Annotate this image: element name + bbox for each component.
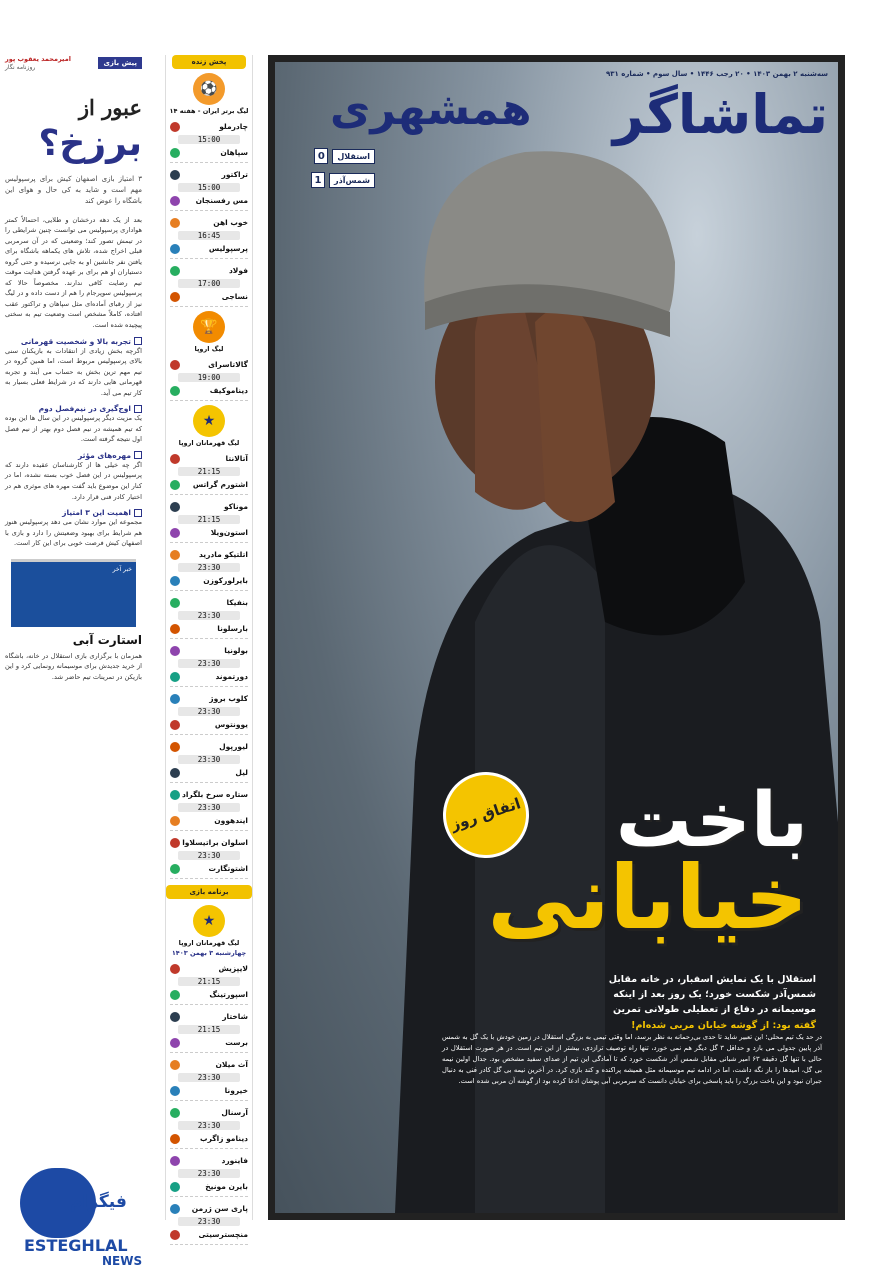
issue-date: سه‌شنبه ۲ بهمن ۱۴۰۳ • ۲۰ رجب ۱۴۴۶ • سال سوم • شماره ۹۳۱ xyxy=(605,70,828,78)
away-team: پرسپولیس xyxy=(170,242,248,255)
match-row xyxy=(170,120,248,163)
home-team: فولاد xyxy=(170,264,248,277)
away-team: ایندهوون xyxy=(170,814,248,827)
away-team: منچسترسیتی xyxy=(170,1228,248,1241)
news-photo xyxy=(11,559,136,627)
team-badge-icon xyxy=(170,646,180,656)
home-team: آتالانتا xyxy=(170,452,248,465)
watermark-logo: فیگرام ESTEGHLAL NEWS xyxy=(12,1168,142,1268)
checkbox-icon xyxy=(134,337,142,345)
article-body: بعد از یک دهه درخشان و طلایی، احتمالاً کمتر هواداری پرسپولیس می توانست چنین شرایطی را در تیمش تصور کند؛ وضعیتی که در آن سرمربی قبلی اخراج شده، تلاش های یکماهه باشگاه برای یافتن نفر جانشین او به جایی نرسیده و حتی گروه دستیاران او هم برای بر عهده گرفتن هدایت موقت تیم رضایت کافی ندارند. مخصوصاً حالا که پرسپولیس سوپرجام را هم از دست داده و در لیگ نیز از رقبای آماده‌ای مثل سپاهان و تراکتور عقب افتاده، کاملاً مشخص است وضعیت تیم به سختی پیچیده شده است. xyxy=(5,215,142,329)
match-row xyxy=(170,1010,248,1053)
team-badge-icon xyxy=(170,292,180,302)
cover-photo xyxy=(268,55,845,1220)
subhead-4: اهمیت این ۳ امتیاز xyxy=(5,508,142,517)
team-badge-icon xyxy=(170,1230,180,1240)
match-time: 16:45 xyxy=(178,231,240,240)
team-badge-icon xyxy=(170,480,180,490)
match-row xyxy=(170,1154,248,1197)
home-team: آث میلان xyxy=(170,1058,248,1071)
team-badge-icon xyxy=(170,864,180,874)
match-row xyxy=(170,216,248,259)
subhead-3: مهره‌های مؤثر xyxy=(5,451,142,460)
headline-line-2: خیابانی xyxy=(487,846,808,949)
team-badge-icon xyxy=(170,720,180,730)
away-team: دورتموند xyxy=(170,670,248,683)
home-team: گالاتاسرای xyxy=(170,358,248,371)
match-time: 23:30 xyxy=(178,1073,240,1082)
scoreboard xyxy=(295,148,375,228)
match-time: 17:00 xyxy=(178,279,240,288)
away-team: خیرونا xyxy=(170,1084,248,1097)
match-time: 23:30 xyxy=(178,1169,240,1178)
news-title: استارت آبی xyxy=(72,632,142,647)
team-badge-icon xyxy=(170,454,180,464)
team-badge-icon xyxy=(170,170,180,180)
team-badge-icon xyxy=(170,1060,180,1070)
league-logo-icon: ⚽ xyxy=(193,73,225,105)
away-team: بایرن مونیخ xyxy=(170,1180,248,1193)
home-team: پاری سن ژرمن xyxy=(170,1202,248,1215)
team-badge-icon xyxy=(170,196,180,206)
team-badge-icon xyxy=(170,1134,180,1144)
away-team: سپاهان xyxy=(170,146,248,159)
team-badge-icon xyxy=(170,694,180,704)
away-team: دینامو زاگرب xyxy=(170,1132,248,1145)
team-badge-icon xyxy=(170,148,180,158)
live-header: پخش زنده xyxy=(172,55,246,69)
away-team: مس رفسنجان xyxy=(170,194,248,207)
match-time: 15:00 xyxy=(178,135,240,144)
match-row xyxy=(170,692,248,735)
team-badge-icon xyxy=(170,386,180,396)
paragraph-2: یک مزیت دیگر پرسپولیس در این سال ها این بوده که تیم همیشه در نیم فصل دوم بهتر از نیم فصل اول نتیجه گرفته است. xyxy=(5,414,142,444)
team-badge-icon xyxy=(170,1038,180,1048)
paragraph-4: مجموعه این موارد نشان می دهد پرسپولیس هنوز هم شرایط برای بهبود وضعیتش را دارد و بازی با اصفهان کیش فرصت خوبی برای این کار است. xyxy=(5,518,142,548)
away-team: اشتوتگارت xyxy=(170,862,248,875)
match-time: 23:30 xyxy=(178,1217,240,1226)
subhead-2: اوج‌گیری در نیم‌فصل دوم xyxy=(5,404,142,413)
editorial-column xyxy=(5,55,142,1220)
checkbox-icon xyxy=(134,509,142,517)
home-team: اسلوان براتیسلاوا xyxy=(170,836,248,849)
competition-ucl: ★ لیگ قهرمانان اروپا xyxy=(166,405,252,447)
match-row xyxy=(170,548,248,591)
home-team: ستاره سرخ بلگراد xyxy=(170,788,248,801)
masthead xyxy=(285,70,828,186)
home-team: تراکتور xyxy=(170,168,248,181)
match-row xyxy=(170,788,248,831)
author-name: امیرمحمد یعقوب پور xyxy=(5,55,71,63)
team-badge-icon xyxy=(170,598,180,608)
team-badge-icon xyxy=(170,244,180,254)
news-box-label: خبر آخر xyxy=(112,565,132,573)
away-team: استون‌ویلا xyxy=(170,526,248,539)
score-row: استقلال 0 xyxy=(295,148,375,164)
match-row xyxy=(170,1106,248,1149)
team-badge-icon xyxy=(170,1182,180,1192)
match-row xyxy=(170,836,248,879)
match-row xyxy=(170,452,248,495)
match-row xyxy=(170,596,248,639)
match-time: 23:30 xyxy=(178,1121,240,1130)
team-badge-icon xyxy=(170,1012,180,1022)
article-lead: ۳ امتیاز بازی اصفهان کیش برای پرسپولیس مهم است و شاید به کی حال و هوای این باشگاه را عوض کند xyxy=(5,175,142,205)
champions-league-icon: ★ xyxy=(193,405,225,437)
match-row xyxy=(170,644,248,687)
news-body: همزمان با برگزاری بازی استقلال در خانه، باشگاه از خرید جدیدش برای موسیمانه رونمایی کرد و این بازیکن در تمرینات تیم حاضر شد. xyxy=(5,651,142,681)
headline-line-1: باخت xyxy=(615,775,808,864)
match-time: 19:00 xyxy=(178,373,240,382)
home-team: بولونیا xyxy=(170,644,248,657)
away-team: لیل xyxy=(170,766,248,779)
team-badge-icon xyxy=(170,502,180,512)
team-badge-icon xyxy=(170,1108,180,1118)
competition-iran: ⚽ لیگ برتر ایران - هفته ۱۴ xyxy=(166,73,252,115)
away-team: نساجی xyxy=(170,290,248,303)
home-team: لیورپول xyxy=(170,740,248,753)
team-badge-icon xyxy=(170,576,180,586)
paragraph-1: اگرچه بخش زیادی از انتقادات به بازیکنان سنی بالای پرسپولیس مربوط است، اما همین گروه در تیم مهم ترین بخش به حساب می آیند و تجربه قهرمانی هایی دارند که در شرایط فعلی بسیار به کار تیم می آید. xyxy=(5,346,142,397)
match-row xyxy=(170,264,248,307)
team-badge-icon xyxy=(170,1204,180,1214)
fixtures-column xyxy=(165,55,253,1239)
team-badge-icon xyxy=(170,964,180,974)
match-time: 23:30 xyxy=(178,563,240,572)
team-badge-icon xyxy=(170,790,180,800)
team-badge-icon xyxy=(170,742,180,752)
match-time: 21:15 xyxy=(178,467,240,476)
home-team: موناکو xyxy=(170,500,248,513)
team-badge-icon xyxy=(170,624,180,634)
deck: استقلال با یک نمایش اسفبار، در خانه مقابل شمس‌آذر شکست خورد؛ یک روز بعد از اینکه موسیمانه در دفاع از تعطیلی طولانی تمرین گفته بود: از گوشه خیابان مربی شده‌ام! xyxy=(516,972,816,1033)
match-row xyxy=(170,500,248,543)
logo-right: تماشاگر xyxy=(612,83,828,146)
match-time: 23:30 xyxy=(178,851,240,860)
team-badge-icon xyxy=(170,550,180,560)
europa-league-icon: 🏆 xyxy=(193,311,225,343)
match-row xyxy=(170,358,248,401)
match-row xyxy=(170,1058,248,1101)
team-badge-icon xyxy=(170,768,180,778)
deck-highlight: گفته بود: از گوشه خیابان مربی شده‌ام! xyxy=(631,1019,816,1031)
away-team: بایرلورکوزن xyxy=(170,574,248,587)
sticker-badge: اتفاق روز xyxy=(432,761,540,869)
team-badge-icon xyxy=(170,990,180,1000)
competition-europa: 🏆 لیگ اروپا xyxy=(166,311,252,353)
champions-league-icon: ★ xyxy=(193,905,225,937)
cover-body: در حد یک تیم محلی؛ این تعبیر شاید تا حدی بی‌رحمانه به نظر برسد، اما وقتی تیمی به بزرگی استقلال در زمین خودش با یک گل به شمس آذر پایین جدولی می بازد و حداقل ۳ گل دیگر هم نمی خورد، تنها راه توصیف ترازدی، بیشتر از این تیم است. در هر صورت استقلال در حالی با تنها گل دقیقه ۶۳ امیر شبانی مقابل شمس آذر شکست خورد که تا آمادگی این تیم از صدای سفید مشخص بود. جدال اولین نیمه بی گل، امیدها را باز نگه داشت، اما در ادامه تیم موسیمانه مثل همیشه پراکنده و کند بازی کرد. در آخرین نیمه بی گل کادر فنی به دنبال جبران نبود و این باخت بزرگ را باید پاسخی برای خیابان دانست که سرمربی آبی پوشان ادعا کرده بود از گوشه آن مربی شده است. xyxy=(442,1033,822,1086)
away-team: اسپورتینگ xyxy=(170,988,248,1001)
team-badge-icon xyxy=(170,528,180,538)
score-row: شمس‌آذر 1 xyxy=(295,172,375,188)
home-team: فاینورد xyxy=(170,1154,248,1167)
author-role: روزنامه نگار xyxy=(5,64,36,71)
team-badge-icon xyxy=(170,218,180,228)
team-badge-icon xyxy=(170,1086,180,1096)
home-team: خوب اهن xyxy=(170,216,248,229)
article-title: برزخ؟ xyxy=(38,123,142,164)
team-badge-icon xyxy=(170,672,180,682)
match-time: 21:15 xyxy=(178,515,240,524)
competition-ucl-2: ★ لیگ قهرمانان اروپا چهارشنبه ۳ بهمن ۱۴۰۳ xyxy=(166,905,252,957)
section-tag: پیش بازی xyxy=(98,57,142,69)
team-badge-icon xyxy=(170,266,180,276)
match-time: 23:30 xyxy=(178,803,240,812)
home-team: چادرملو xyxy=(170,120,248,133)
match-time: 21:15 xyxy=(178,1025,240,1034)
home-team: شاختار xyxy=(170,1010,248,1023)
team-badge-icon xyxy=(170,122,180,132)
subhead-1: تجربه بالا و شخصیت قهرمانی xyxy=(5,337,142,346)
home-team: کلوب بروژ xyxy=(170,692,248,705)
team-badge-icon xyxy=(170,360,180,370)
team-badge-icon xyxy=(170,816,180,826)
team-badge-icon xyxy=(170,838,180,848)
checkbox-icon xyxy=(134,451,142,459)
away-team: برست xyxy=(170,1036,248,1049)
match-time: 15:00 xyxy=(178,183,240,192)
match-row xyxy=(170,1202,248,1245)
home-team: بنفیکا xyxy=(170,596,248,609)
home-team: اتلتیکو مادرید xyxy=(170,548,248,561)
away-team: اشتورم گراتس xyxy=(170,478,248,491)
author-line xyxy=(5,55,142,71)
match-row xyxy=(170,962,248,1005)
away-team: یوونتوس xyxy=(170,718,248,731)
article-kicker: عبور از xyxy=(78,95,142,120)
match-time: 23:30 xyxy=(178,707,240,716)
home-team: لایپزیش xyxy=(170,962,248,975)
match-time: 23:30 xyxy=(178,755,240,764)
home-team: آرسنال xyxy=(170,1106,248,1119)
program-header: برنامه بازی xyxy=(166,885,252,899)
away-team: بارسلونا xyxy=(170,622,248,635)
match-row xyxy=(170,740,248,783)
away-team: دیناموکیف xyxy=(170,384,248,397)
team-badge-icon xyxy=(170,1156,180,1166)
match-time: 23:30 xyxy=(178,611,240,620)
paragraph-3: اگر چه خیلی ها از کارشناسان عقیده دارند که پرسپولیس در این فصل خوب بسته نشده، اما در کنار این موضوع باید گفت مهره های موثری هم در اختیار کادر فنی قرار دارد. xyxy=(5,460,142,501)
match-time: 23:30 xyxy=(178,659,240,668)
logo-left: همشهری xyxy=(330,84,532,135)
match-row xyxy=(170,168,248,211)
headline xyxy=(487,775,808,949)
match-time: 21:15 xyxy=(178,977,240,986)
checkbox-icon xyxy=(134,405,142,413)
